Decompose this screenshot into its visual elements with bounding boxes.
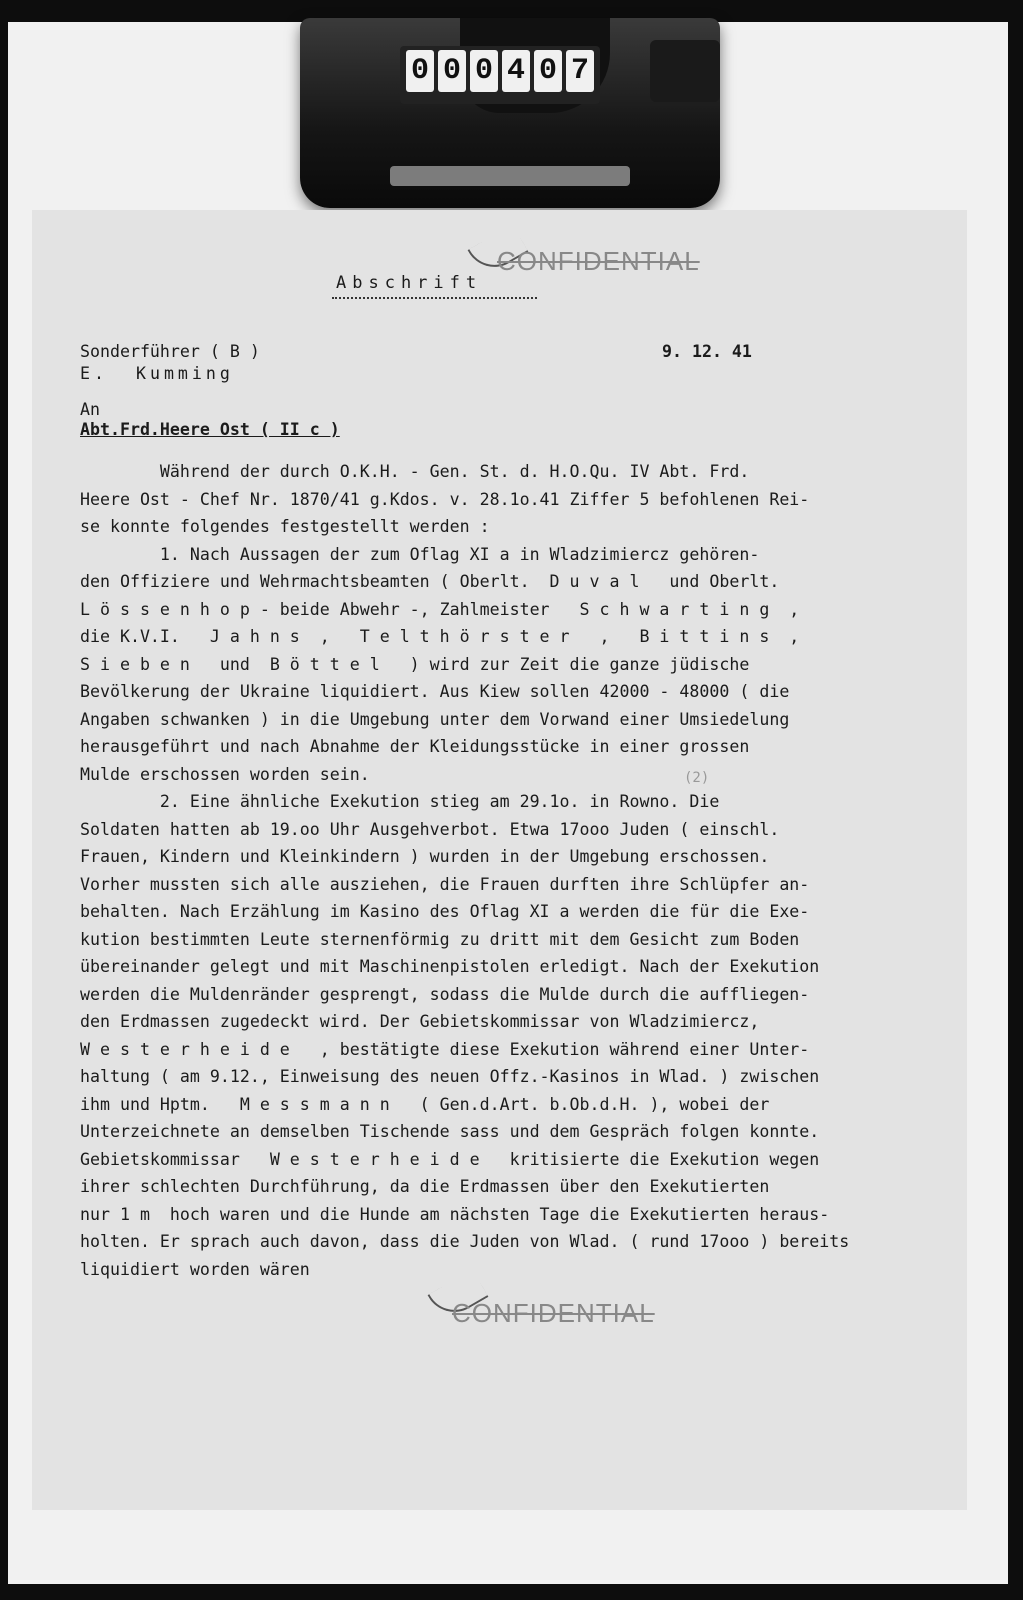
body-line: den Erdmassen zugedeckt wird. Der Gebietskommissar von Wladzimiercz, (80, 1012, 760, 1031)
counter-digit: 7 (566, 50, 594, 92)
body-line: 2. Eine ähnliche Exekution stieg am 29.1o. in Rowno. Die (80, 792, 720, 811)
numbering-stamp (300, 18, 720, 208)
body-line: nur 1 m hoch waren und die Hunde am nächsten Tage die Exekutierten heraus- (80, 1204, 830, 1224)
body-line: Angaben schwanken ) in die Umgebung unter dem Vorwand einer Umsiedelung (80, 709, 790, 729)
confidential-stamp-top: CONFIDENTIAL (497, 246, 700, 276)
body-line: holten. Er sprach auch davon, dass die Juden von Wlad. ( rund 17ooo ) bereits (80, 1232, 850, 1251)
recipient: Abt.Frd.Heere Ost ( II c ) (80, 420, 340, 439)
body-line: ihm und Hptm. M e s s m a n n ( Gen.d.Art. b.Ob.d.H. ), wobei der (80, 1094, 770, 1114)
body-line: Heere Ost - Chef Nr. 1870/41 g.Kdos. v. 28.1o.41 Ziffer 5 befohlenen Rei- (80, 489, 810, 509)
body-line: liquidiert worden wären (80, 1259, 310, 1279)
stamp-counter (400, 46, 600, 104)
body-line: ihrer schlechten Durchführung, da die Erdmassen über den Exekutierten (80, 1177, 770, 1196)
body-line: L ö s s e n h o p - beide Abwehr -, Zahlmeister S c h w a r t i n g , (80, 599, 800, 619)
counter-digit: 0 (534, 50, 562, 92)
document-date: 9. 12. 41 (662, 342, 752, 361)
counter-digit: 4 (502, 50, 530, 92)
body-line: Gebietskommissar W e s t e r h e i d e kritisierte die Exekution wegen (80, 1149, 820, 1169)
body-line: se konnte folgendes festgestellt werden : (80, 517, 490, 536)
body-line: behalten. Nach Erzählung im Kasino des Oflag XI a werden die für die Exe- (80, 902, 810, 921)
sender-line-1: Sonderführer ( B ) (80, 342, 260, 361)
body-line: Während der durch O.K.H. - Gen. St. d. H.O.Qu. IV Abt. Frd. (80, 462, 750, 481)
counter-digit: 0 (470, 50, 498, 92)
body-line: übereinander gelegt und mit Maschinenpistolen erledigt. Nach der Exekution (80, 957, 820, 976)
body-line: Mulde erschossen worden sein. (80, 764, 370, 784)
body-line: herausgeführt und nach Abnahme der Kleidungsstücke in einer grossen (80, 737, 750, 756)
heading-underline (332, 297, 537, 299)
body-line: den Offiziere und Wehrmachtsbeamten ( Oberlt. D u v a l und Oberlt. (80, 572, 780, 591)
document-heading: Abschrift (336, 273, 483, 293)
confidential-stamp-bottom: CONFIDENTIAL (452, 1298, 655, 1328)
body-line: 1. Nach Aussagen der zum Oflag XI a in Wladzimiercz gehören- (80, 544, 760, 564)
typed-copy (32, 210, 967, 1510)
body-line: W e s t e r h e i d e , bestätigte diese Exekution während einer Unter- (80, 1039, 810, 1059)
margin-note: (2) (684, 770, 710, 786)
counter-digit: 0 (438, 50, 466, 92)
body-line: haltung ( am 9.12., Einweisung des neuen Offz.-Kasinos in Wlad. ) zwischen (80, 1067, 820, 1086)
body-line: S i e b e n und B ö t t e l ) wird zur Zeit die ganze jüdische (80, 654, 750, 674)
body-line: Vorher mussten sich alle ausziehen, die Frauen durften ihre Schlüpfer an- (80, 874, 810, 894)
body-line: kution bestimmten Leute sternenförmig zu dritt mit dem Gesicht zum Boden (80, 929, 800, 949)
stamp-slot (390, 166, 630, 186)
stamp-knob (650, 40, 720, 102)
body-line: Unterzeichnete an demselben Tischende sass und dem Gespräch folgen konnte. (80, 1122, 820, 1141)
body-line: Frauen, Kindern und Kleinkindern ) wurden in der Umgebung erschossen. (80, 847, 770, 866)
counter-digit: 0 (406, 50, 434, 92)
to-label: An (80, 400, 100, 419)
body-line: werden die Muldenränder gesprengt, sodass die Mulde durch die auffliegen- (80, 984, 810, 1004)
body-line: die K.V.I. J a h n s , T e l t h ö r s t e r , B i t t i n s , (80, 627, 800, 646)
body-line: Bevölkerung der Ukraine liquidiert. Aus Kiew sollen 42000 - 48000 ( die (80, 682, 790, 701)
sender-line-2: E. Kumming (80, 364, 234, 383)
body-line: Soldaten hatten ab 19.oo Uhr Ausgehverbot. Etwa 17ooo Juden ( einschl. (80, 819, 780, 839)
